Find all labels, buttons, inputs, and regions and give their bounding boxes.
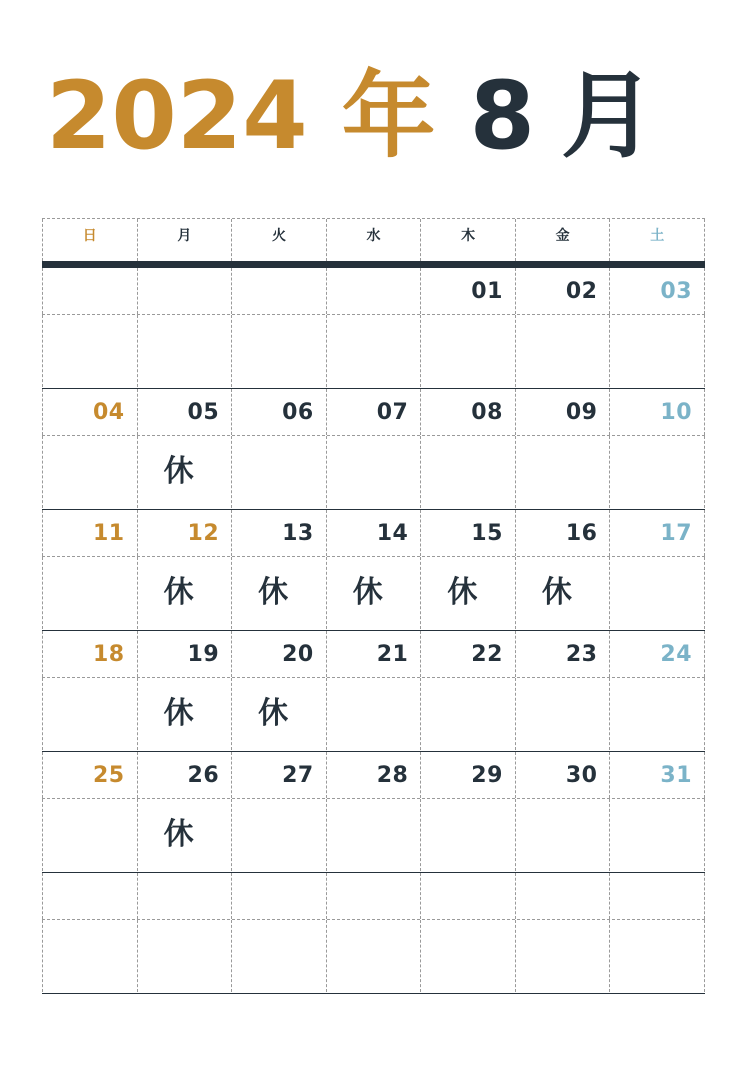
weekday-monday: 月 (137, 219, 232, 261)
weekday-tuesday: 火 (231, 219, 326, 261)
title-year: 2024 (46, 62, 308, 171)
day-number: 17 (660, 521, 693, 546)
title-month: 8 (469, 62, 536, 171)
holiday-mark: 休 (447, 575, 478, 610)
holiday-mark: 休 (258, 575, 289, 610)
note-cell (326, 799, 421, 871)
weekday-saturday: 土 (609, 219, 705, 261)
note-cell (326, 920, 421, 992)
note-cell (42, 678, 137, 750)
note-cell (326, 315, 421, 387)
day-number: 30 (565, 763, 598, 788)
note-row (42, 436, 705, 508)
note-cell (609, 315, 705, 387)
day-cell (42, 873, 137, 919)
note-cell (231, 920, 326, 992)
holiday-mark: 休 (163, 696, 194, 731)
note-cell (42, 315, 137, 387)
day-number: 07 (376, 400, 409, 425)
day-number: 19 (187, 642, 220, 667)
day-cell (515, 510, 610, 556)
day-cell (137, 510, 232, 556)
note-cell (231, 678, 326, 750)
week-row (42, 631, 705, 752)
day-cell (231, 510, 326, 556)
note-cell (515, 799, 610, 871)
day-number: 18 (92, 642, 125, 667)
day-cell (231, 631, 326, 677)
note-cell (42, 799, 137, 871)
header-divider (42, 261, 705, 268)
day-cell (420, 510, 515, 556)
note-cell (137, 920, 232, 992)
day-cell (515, 268, 610, 314)
note-cell (515, 315, 610, 387)
note-cell (231, 436, 326, 508)
day-number: 13 (282, 521, 314, 546)
note-row (42, 315, 705, 387)
day-cell (609, 631, 705, 677)
week-row (42, 268, 705, 389)
date-number-row (42, 873, 705, 920)
title-year-kanji: 年 (341, 62, 436, 171)
day-number: 10 (660, 400, 693, 425)
day-cell (326, 268, 421, 314)
note-cell (231, 799, 326, 871)
day-cell (326, 752, 421, 798)
note-cell (515, 436, 610, 508)
day-cell (42, 631, 137, 677)
note-cell (137, 678, 232, 750)
date-number-row (42, 631, 705, 678)
day-number: 20 (282, 642, 314, 667)
weekday-thursday: 木 (420, 219, 515, 261)
day-number: 01 (471, 279, 503, 304)
note-cell (42, 920, 137, 992)
day-cell (137, 268, 232, 314)
day-number: 28 (376, 763, 409, 788)
day-cell (609, 752, 705, 798)
holiday-mark: 休 (163, 454, 194, 489)
date-number-row (42, 389, 705, 436)
day-number: 08 (471, 400, 503, 425)
day-number: 31 (660, 763, 693, 788)
note-cell (609, 799, 705, 871)
day-cell (231, 752, 326, 798)
week-row (42, 389, 705, 510)
note-cell (231, 315, 326, 387)
weekday-sunday: 日 (42, 219, 137, 261)
weeks-container (42, 268, 705, 994)
day-number: 26 (187, 763, 220, 788)
weekday-wednesday: 水 (326, 219, 421, 261)
note-cell (326, 557, 421, 629)
day-number: 04 (92, 400, 125, 425)
day-cell (326, 631, 421, 677)
calendar-title (46, 62, 656, 180)
note-cell (420, 799, 515, 871)
day-cell (231, 873, 326, 919)
note-cell (609, 557, 705, 629)
day-number: 24 (660, 642, 693, 667)
day-cell (42, 389, 137, 435)
day-cell (42, 752, 137, 798)
note-cell (326, 436, 421, 508)
day-number: 16 (565, 521, 598, 546)
day-cell (515, 389, 610, 435)
note-cell (231, 557, 326, 629)
day-number: 09 (565, 400, 598, 425)
day-cell (42, 510, 137, 556)
day-cell (231, 389, 326, 435)
note-cell (420, 678, 515, 750)
note-cell (515, 678, 610, 750)
calendar-grid (42, 218, 705, 994)
note-cell (137, 557, 232, 629)
day-cell (420, 389, 515, 435)
holiday-mark: 休 (352, 575, 383, 610)
week-row (42, 752, 705, 873)
day-cell (420, 752, 515, 798)
day-cell (42, 268, 137, 314)
note-cell (515, 557, 610, 629)
day-cell (420, 873, 515, 919)
date-number-row (42, 268, 705, 315)
note-cell (420, 315, 515, 387)
title-month-kanji: 月 (561, 62, 656, 171)
day-cell (609, 389, 705, 435)
note-cell (42, 436, 137, 508)
day-cell (326, 510, 421, 556)
day-cell (326, 873, 421, 919)
day-cell (326, 389, 421, 435)
day-cell (609, 510, 705, 556)
note-cell (609, 678, 705, 750)
note-cell (420, 436, 515, 508)
day-cell (420, 631, 515, 677)
holiday-mark: 休 (163, 817, 194, 852)
note-cell (420, 557, 515, 629)
note-row (42, 799, 705, 871)
day-cell (231, 268, 326, 314)
day-number: 15 (471, 521, 503, 546)
day-cell (420, 268, 515, 314)
day-number: 29 (471, 763, 503, 788)
note-cell (515, 920, 610, 992)
day-cell (515, 631, 610, 677)
day-number: 11 (92, 521, 125, 546)
weekday-friday: 金 (515, 219, 610, 261)
day-number: 06 (282, 400, 314, 425)
note-cell (609, 436, 705, 508)
day-cell (609, 268, 705, 314)
day-number: 02 (565, 279, 598, 304)
day-number: 05 (187, 400, 220, 425)
day-cell (137, 873, 232, 919)
day-number: 21 (376, 642, 409, 667)
week-row (42, 510, 705, 631)
note-cell (609, 920, 705, 992)
day-number: 27 (282, 763, 314, 788)
week-row (42, 873, 705, 994)
day-number: 03 (660, 279, 693, 304)
day-number: 14 (376, 521, 409, 546)
note-cell (420, 920, 515, 992)
day-number: 23 (565, 642, 598, 667)
day-cell (137, 752, 232, 798)
note-row (42, 920, 705, 992)
note-cell (42, 557, 137, 629)
note-cell (137, 799, 232, 871)
note-row (42, 557, 705, 629)
note-row (42, 678, 705, 750)
day-cell (515, 752, 610, 798)
note-cell (326, 678, 421, 750)
weekday-header (42, 218, 705, 261)
note-cell (137, 315, 232, 387)
date-number-row (42, 752, 705, 799)
holiday-mark: 休 (163, 575, 194, 610)
day-number: 12 (187, 521, 220, 546)
holiday-mark: 休 (541, 575, 572, 610)
date-number-row (42, 510, 705, 557)
day-cell (515, 873, 610, 919)
note-cell (137, 436, 232, 508)
day-cell (609, 873, 705, 919)
holiday-mark: 休 (258, 696, 289, 731)
day-number: 25 (92, 763, 125, 788)
day-number: 22 (471, 642, 503, 667)
day-cell (137, 631, 232, 677)
day-cell (137, 389, 232, 435)
